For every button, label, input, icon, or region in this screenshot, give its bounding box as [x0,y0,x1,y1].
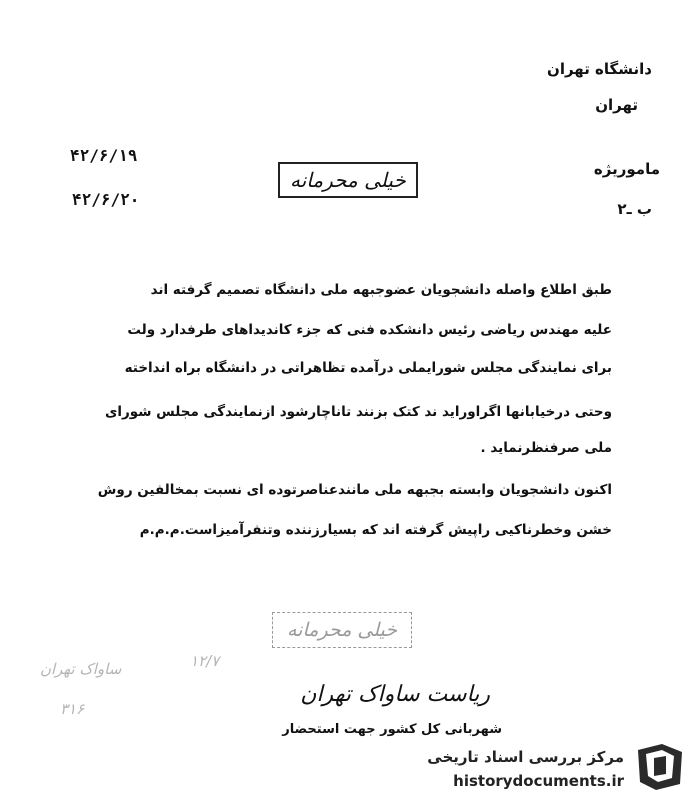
body-line: برای نمایندگی مجلس شورایملی درآمده تظاهراتی در دانشگاه براه انداخته [124,360,612,376]
classification-stamp: خیلی محرمانه [278,162,418,198]
body-line: وحتی درخیابانها اگراوراید ند کتک بزنند تاناچارشود ازنمایندگی مجلس شورای [104,404,612,420]
body-line: طبق اطلاع واصله دانشجویان عضوجبهه ملی دانشگاه تصمیم گرفته اند [150,282,612,298]
faint-note: ۳۱۶ [60,700,85,718]
body-line: ملی صرفنظرنماید . [480,440,612,456]
date-sent: ۴۲/۶/۲۰ [72,190,140,209]
date-received: ۴۲/۶/۱۹ [70,146,138,165]
archive-logo-icon [632,740,688,794]
body-line: خشن وخطرناکیی راپیش گرفته اند که بسیارزننده وتنفرآمیزاست.م.م.م [139,522,612,538]
signature-subtitle: شهربانی کل کشور جهت استحضار [282,722,502,737]
university-name: دانشگاه تهران [547,60,652,78]
watermark [420,738,690,796]
faint-note: ۱۲/۷ [190,652,220,670]
watermark-url: historydocuments.ir [453,772,624,790]
signature: ریاست ساواک تهران [300,682,490,707]
faint-classification-stamp: خیلی محرمانه [272,612,412,648]
reference-code: ب ـ۲ [617,200,652,218]
watermark-title: مرکز بررسی اسناد تاریخی [427,748,624,766]
agent-label: ماموريژه [593,160,660,178]
body-line: اکنون دانشجویان وابسته بجبهه ملی مانندعناصرتوده ای نسبت بمخالفین روش [97,482,612,498]
city-name: تهران [595,96,638,114]
body-line: علیه مهندس ریاضی رئیس دانشکده فنی که جزء کاندیداهای طرفدارد ولت [127,322,612,338]
faint-note: ساواک تهران [40,660,122,678]
